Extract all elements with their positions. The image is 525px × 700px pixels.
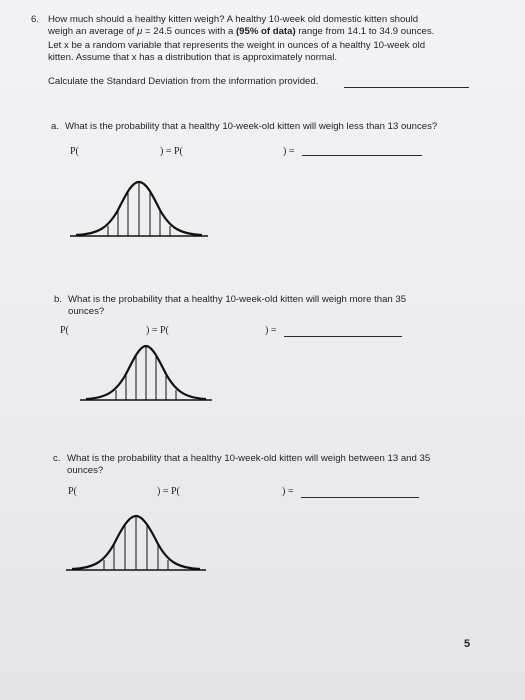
mu-symbol: μ xyxy=(137,26,143,37)
part-a-label: a. xyxy=(51,121,60,132)
part-c-p-left: P( xyxy=(68,486,77,497)
part-c-question-line1: What is the probability that a healthy 10-week-old kitten will weigh between 13 and 35 xyxy=(67,453,431,464)
part-b-p-right: ) = xyxy=(265,325,277,336)
part-b-normal-curve xyxy=(76,340,216,406)
sd-prompt: Calculate the Standard Deviation from the information provided. xyxy=(48,76,319,87)
part-a-question: What is the probability that a healthy 10-week-old kitten will weigh less than 13 ounces? xyxy=(65,121,438,132)
part-a-normal-curve xyxy=(66,176,212,242)
question-intro-line1: How much should a healthy kitten weigh? A healthy 10-week old domestic kitten should xyxy=(48,14,419,25)
sd-answer-blank[interactable] xyxy=(344,87,469,88)
intro-line2-post: range from 14.1 to 34.9 ounces. xyxy=(295,26,435,37)
question-intro-line4: kitten. Assume that x has a distribution that is approximately normal. xyxy=(48,52,338,63)
part-b-p-mid: ) = P( xyxy=(146,325,169,336)
part-c-answer-blank[interactable] xyxy=(301,497,419,498)
part-a-p-right: ) = xyxy=(283,146,295,157)
part-b-question-line2: ounces? xyxy=(68,306,105,317)
part-a-p-left: P( xyxy=(70,146,79,157)
part-c-p-mid: ) = P( xyxy=(157,486,180,497)
page-number: 5 xyxy=(464,638,471,650)
intro-line2-pre: weigh an average of xyxy=(48,26,138,37)
question-intro-line2 xyxy=(48,26,434,38)
question-number: 6. xyxy=(31,14,40,25)
part-c-label: c. xyxy=(53,453,61,464)
part-c-question-line2: ounces? xyxy=(67,465,104,476)
part-b-question-line1: What is the probability that a healthy 10-week-old kitten will weigh more than 35 xyxy=(68,294,407,305)
part-c-normal-curve xyxy=(62,510,210,576)
part-b-p-left: P( xyxy=(60,325,69,336)
part-a-p-mid: ) = P( xyxy=(160,146,183,157)
intro-line2-mid: = 24.5 ounces with a xyxy=(142,26,236,37)
intro-line2-bold: (95% of data) xyxy=(235,26,296,37)
part-b-label: b. xyxy=(54,294,63,305)
part-b-answer-blank[interactable] xyxy=(284,336,402,337)
question-intro-line3: Let x be a random variable that represents the weight in ounces of a healthy 10-week old xyxy=(48,40,426,51)
part-a-answer-blank[interactable] xyxy=(302,155,422,156)
part-c-p-right: ) = xyxy=(282,486,294,497)
